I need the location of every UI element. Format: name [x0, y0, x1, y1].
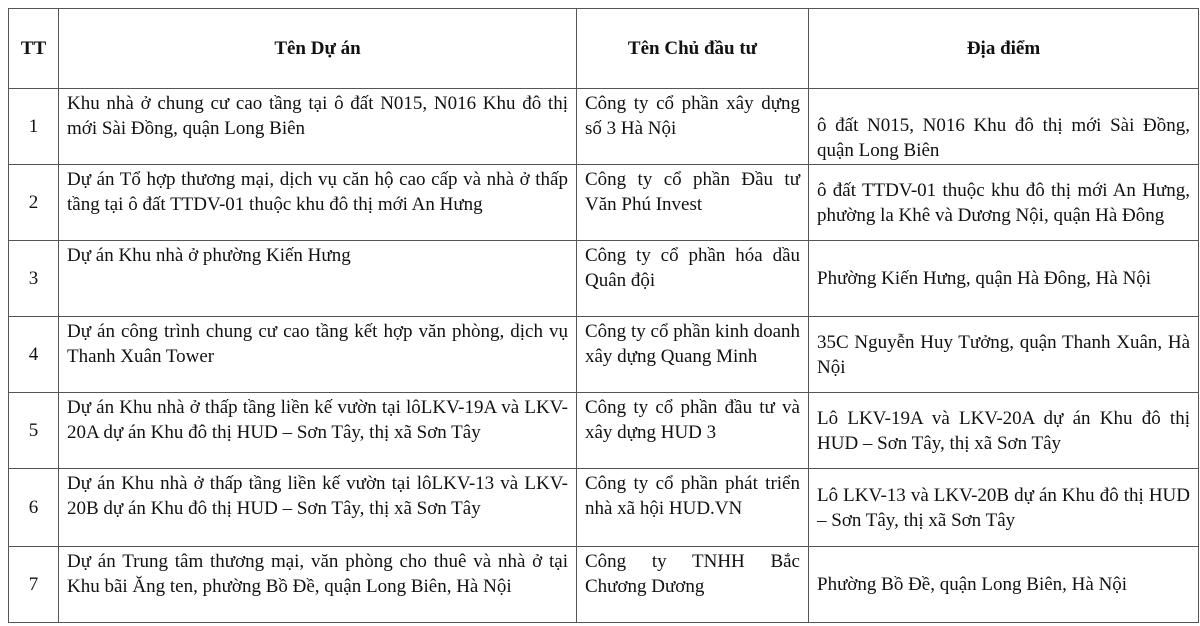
- header-project-name: Tên Dự án: [59, 9, 577, 89]
- project-location: 35C Nguyễn Huy Tưởng, quận Thanh Xuân, Hà Nội: [809, 317, 1199, 393]
- row-number: 6: [9, 469, 59, 547]
- project-location: Phường Kiến Hưng, quận Hà Đông, Hà Nội: [809, 241, 1199, 317]
- project-location: Lô LKV-19A và LKV-20A dự án Khu đô thị HUD – Sơn Tây, thị xã Sơn Tây: [809, 393, 1199, 469]
- project-name: Khu nhà ở chung cư cao tầng tại ô đất N015, N016 Khu đô thị mới Sài Đồng, quận Long Biên: [59, 89, 577, 165]
- table-row: [9, 393, 1199, 469]
- project-name: Dự án Khu nhà ở phường Kiến Hưng: [59, 241, 577, 317]
- project-location: ô đất TTDV-01 thuộc khu đô thị mới An Hưng, phường la Khê và Dương Nội, quận Hà Đông: [809, 165, 1199, 241]
- project-name: Dự án công trình chung cư cao tầng kết hợp văn phòng, dịch vụ Thanh Xuân Tower: [59, 317, 577, 393]
- investor-name: Công ty TNHH Bắc Chương Dương: [577, 547, 809, 623]
- header-investor: Tên Chủ đầu tư: [577, 9, 809, 89]
- project-name: Dự án Khu nhà ở thấp tầng liền kế vườn tại lôLKV-13 và LKV-20B dự án Khu đô thị HUD – Sơn Tây, thị xã Sơn Tây: [59, 469, 577, 547]
- header-tt: TT: [9, 9, 59, 89]
- investor-name: Công ty cổ phần đầu tư và xây dựng HUD 3: [577, 393, 809, 469]
- table-row: [9, 317, 1199, 393]
- row-number: 3: [9, 241, 59, 317]
- project-name: Dự án Khu nhà ở thấp tầng liền kế vườn tại lôLKV-19A và LKV-20A dự án Khu đô thị HUD – Sơn Tây, thị xã Sơn Tây: [59, 393, 577, 469]
- row-number: 5: [9, 393, 59, 469]
- investor-name: Công ty cổ phần Đầu tư Văn Phú Invest: [577, 165, 809, 241]
- row-number: 2: [9, 165, 59, 241]
- header-row: [9, 9, 1199, 89]
- table-row: [9, 469, 1199, 547]
- investor-name: Công ty cổ phần phát triển nhà xã hội HUD.VN: [577, 469, 809, 547]
- table-row: [9, 165, 1199, 241]
- row-number: 4: [9, 317, 59, 393]
- project-location: Lô LKV-13 và LKV-20B dự án Khu đô thị HUD – Sơn Tây, thị xã Sơn Tây: [809, 469, 1199, 547]
- project-name: Dự án Tổ hợp thương mại, dịch vụ căn hộ cao cấp và nhà ở thấp tầng tại ô đất TTDV-01 thuộc khu đô thị mới An Hưng: [59, 165, 577, 241]
- investor-name: Công ty cổ phần kinh doanh xây dựng Quang Minh: [577, 317, 809, 393]
- row-number: 1: [9, 89, 59, 165]
- table-row: [9, 547, 1199, 623]
- investor-name: Công ty cổ phần hóa dầu Quân đội: [577, 241, 809, 317]
- project-name: Dự án Trung tâm thương mại, văn phòng cho thuê và nhà ở tại Khu bãi Ăng ten, phường Bồ Đề, quận Long Biên, Hà Nội: [59, 547, 577, 623]
- table-row: [9, 89, 1199, 165]
- header-location: Địa điểm: [809, 9, 1199, 89]
- table-row: [9, 241, 1199, 317]
- investor-name: Công ty cổ phần xây dựng số 3 Hà Nội: [577, 89, 809, 165]
- projects-table: [8, 8, 1199, 623]
- project-location: Phường Bồ Đề, quận Long Biên, Hà Nội: [809, 547, 1199, 623]
- project-location: ô đất N015, N016 Khu đô thị mới Sài Đồng, quận Long Biên: [809, 89, 1199, 165]
- row-number: 7: [9, 547, 59, 623]
